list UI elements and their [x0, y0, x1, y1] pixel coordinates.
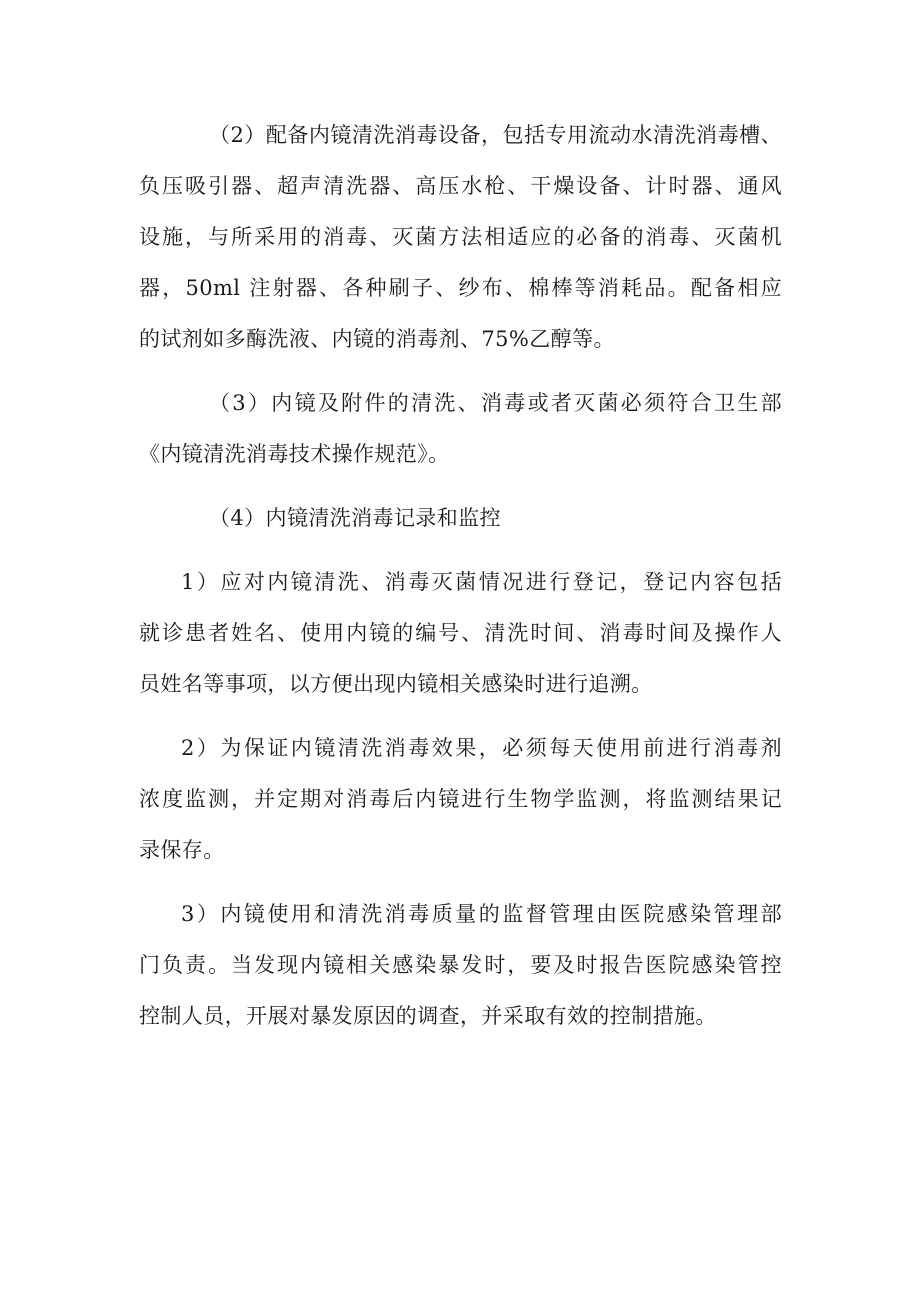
text-line: 就诊患者姓名、使用内镜的编号、清洗时间、消毒时间及操作人	[139, 621, 782, 645]
text-line: 的试剂如多酶洗液、内镜的消毒剂、75%乙醇等。	[139, 327, 615, 351]
text-line: 《内镜清洗消毒技术操作规范》。	[139, 442, 450, 466]
text-line: 2）为保证内镜清洗消毒效果，必须每天使用前进行消毒剂	[181, 736, 782, 760]
paragraph-item-2	[139, 723, 782, 876]
text-line: 器，50ml 注射器、各种刷子、纱布、棉棒等消耗品。配备相应	[139, 276, 782, 300]
text-line: 控制人员，开展对暴发原因的调查，并采取有效的控制措施。	[139, 1004, 717, 1028]
paragraph-item-1	[139, 557, 782, 710]
paragraph-item-3	[139, 889, 782, 1042]
text-line: 门负责。当发现内镜相关感染暴发时，要及时报告医院感染管控	[139, 953, 782, 977]
paragraph-heading-records	[139, 493, 782, 544]
text-line: 负压吸引器、超声清洗器、高压水枪、干燥设备、计时器、通风	[139, 174, 782, 198]
section-heading: （4）内镜清洗消毒记录和监控	[209, 506, 501, 530]
text-line: 浓度监测，并定期对消毒后内镜进行生物学监测，将监测结果记	[139, 787, 782, 811]
text-line: 3）内镜使用和清洗消毒质量的监督管理由医院感染管理部	[181, 902, 782, 926]
text-line: 设施，与所采用的消毒、灭菌方法相适应的必备的消毒、灭菌机	[139, 225, 782, 249]
body-text	[139, 110, 782, 1055]
text-line: 录保存。	[139, 838, 225, 862]
text-line: （2）配备内镜清洗消毒设备，包括专用流动水清洗消毒槽、	[209, 123, 782, 147]
text-line: （3）内镜及附件的清洗、消毒或者灭菌必须符合卫生部	[209, 391, 782, 415]
paragraph-equipment	[139, 110, 782, 365]
text-line: 员姓名等事项，以方便出现内镜相关感染时进行追溯。	[139, 672, 653, 696]
text-line: 1）应对内镜清洗、消毒灭菌情况进行登记，登记内容包括	[181, 570, 782, 594]
paragraph-standard	[139, 378, 782, 480]
